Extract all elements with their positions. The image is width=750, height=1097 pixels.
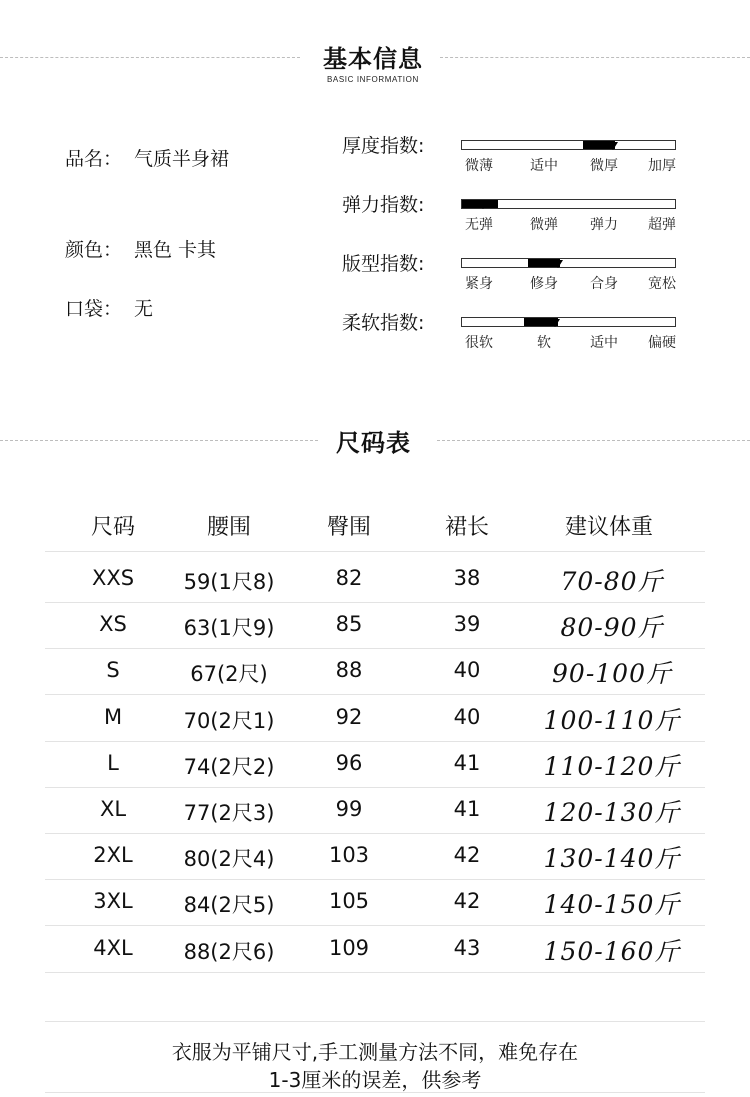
table-row-divider — [45, 972, 705, 973]
index-bar — [461, 140, 676, 150]
basic-info-subtitle: BASIC INFORMATION — [327, 75, 419, 84]
index-label: 弹力指数: — [342, 194, 425, 216]
cell-hip: 92 — [335, 704, 363, 729]
cell-size: S — [106, 658, 120, 683]
info-value: 气质半身裙 — [134, 148, 230, 170]
index-scale-label: 超弹 — [648, 217, 676, 233]
cell-weight: 140-150斤 — [543, 890, 681, 920]
table-header-waist: 腰围 — [206, 515, 252, 540]
table-header-hip: 臀围 — [326, 515, 372, 540]
divider-right — [437, 440, 750, 441]
cell-length: 39 — [453, 612, 481, 637]
table-row-divider — [45, 925, 705, 926]
cell-length: 40 — [453, 658, 481, 683]
cell-waist: 63(1尺9) — [183, 616, 275, 641]
cell-weight: 130-140斤 — [543, 844, 681, 874]
note-top-line — [45, 1021, 705, 1022]
table-row-divider — [45, 694, 705, 695]
index-marker-icon — [608, 142, 618, 150]
index-scale-label: 合身 — [590, 276, 618, 292]
cell-hip: 82 — [335, 566, 363, 590]
info-row-pocket — [65, 294, 153, 321]
index-scale-label: 无弹 — [465, 217, 493, 233]
cell-hip: 105 — [328, 889, 370, 914]
cell-length: 42 — [453, 889, 481, 914]
cell-waist: 70(2尺1) — [183, 708, 275, 733]
index-scale-label: 微薄 — [465, 158, 493, 174]
cell-length: 42 — [453, 843, 481, 868]
cell-size: L — [107, 750, 119, 775]
table-header-weight: 建议体重 — [564, 515, 654, 540]
table-row-divider — [45, 602, 705, 603]
index-scale-label: 适中 — [590, 335, 618, 351]
table-header-size: 尺码 — [90, 515, 136, 540]
info-row-name — [65, 144, 229, 171]
index-softness — [342, 308, 682, 364]
cell-waist: 67(2尺) — [190, 662, 268, 687]
info-row-color — [65, 235, 216, 262]
divider-left — [0, 440, 318, 441]
measurement-note-line2: 1-3厘米的误差，供参考 — [268, 1068, 482, 1092]
info-label: 颜色： — [65, 239, 123, 261]
info-value: 无 — [134, 298, 154, 320]
index-label: 厚度指数: — [342, 135, 425, 157]
cell-waist: 59(1尺8) — [183, 570, 275, 594]
index-bar — [461, 317, 676, 327]
cell-hip: 85 — [335, 612, 363, 637]
table-row-divider — [45, 833, 705, 834]
index-scale-label: 弹力 — [590, 217, 618, 233]
divider-right — [440, 57, 750, 58]
index-bar — [461, 199, 676, 209]
cell-size: 3XL — [93, 889, 133, 914]
table-row-divider — [45, 741, 705, 742]
cell-hip: 103 — [328, 843, 370, 868]
cell-weight: 110-120斤 — [543, 751, 681, 781]
table-header-length: 裙长 — [444, 515, 490, 540]
index-thickness — [342, 131, 682, 187]
info-value: 黑色 卡其 — [134, 239, 217, 261]
cell-size: 2XL — [93, 843, 133, 868]
cell-hip: 88 — [335, 658, 363, 683]
table-row-divider — [45, 787, 705, 788]
cell-waist: 74(2尺2) — [183, 754, 275, 779]
cell-size: 4XL — [93, 935, 133, 960]
cell-waist: 80(2尺4) — [183, 847, 275, 872]
cell-length: 38 — [453, 566, 481, 590]
cell-weight: 120-130斤 — [543, 798, 681, 827]
cell-size: XL — [99, 797, 127, 821]
index-label: 版型指数: — [342, 253, 425, 275]
cell-hip: 96 — [335, 750, 363, 775]
cell-length: 41 — [453, 797, 481, 821]
cell-waist: 88(2尺6) — [183, 939, 275, 964]
index-scale-label: 适中 — [530, 158, 558, 174]
index-scale-label: 微弹 — [530, 217, 558, 233]
index-marker-icon — [553, 260, 563, 268]
cell-size: XXS — [91, 566, 135, 590]
index-fit — [342, 249, 682, 305]
info-label: 口袋： — [65, 298, 123, 320]
index-scale-label: 很软 — [465, 335, 493, 351]
cell-size: M — [103, 704, 123, 729]
index-elasticity — [342, 190, 682, 246]
cell-size: XS — [99, 612, 127, 637]
basic-info-title: 基本信息 — [323, 45, 423, 73]
index-scale-label: 微厚 — [590, 158, 618, 174]
table-row-divider — [45, 879, 705, 880]
cell-length: 41 — [453, 750, 481, 775]
table-row-divider — [45, 648, 705, 649]
index-scale-label: 紧身 — [465, 276, 493, 292]
index-label: 柔软指数: — [342, 312, 425, 334]
cell-weight: 80-90斤 — [560, 613, 664, 643]
note-bottom-line — [45, 1092, 705, 1093]
cell-waist: 84(2尺5) — [183, 893, 275, 918]
index-bar — [461, 258, 676, 268]
index-scale-label: 修身 — [530, 276, 558, 292]
size-chart-title: 尺码表 — [336, 429, 411, 457]
index-scale-label: 软 — [537, 335, 551, 351]
cell-weight: 70-80斤 — [560, 567, 664, 596]
index-scale-label: 加厚 — [648, 158, 676, 174]
cell-weight: 100-110斤 — [543, 705, 681, 735]
index-scale-label: 宽松 — [648, 276, 676, 292]
cell-weight: 90-100斤 — [552, 659, 672, 689]
table-header-divider — [45, 551, 705, 552]
index-scale-label: 偏硬 — [648, 335, 676, 351]
cell-weight: 150-160斤 — [543, 936, 681, 966]
cell-hip: 109 — [328, 935, 370, 960]
measurement-note-line1: 衣服为平铺尺寸,手工测量方法不同，难免存在 — [171, 1040, 579, 1064]
info-label: 品名： — [65, 148, 123, 170]
index-marker-icon — [550, 319, 560, 327]
divider-left — [0, 57, 300, 58]
cell-length: 40 — [453, 704, 481, 729]
cell-waist: 77(2尺3) — [183, 801, 275, 825]
index-marker-icon — [478, 201, 488, 209]
cell-hip: 99 — [335, 797, 363, 821]
cell-length: 43 — [453, 935, 481, 960]
